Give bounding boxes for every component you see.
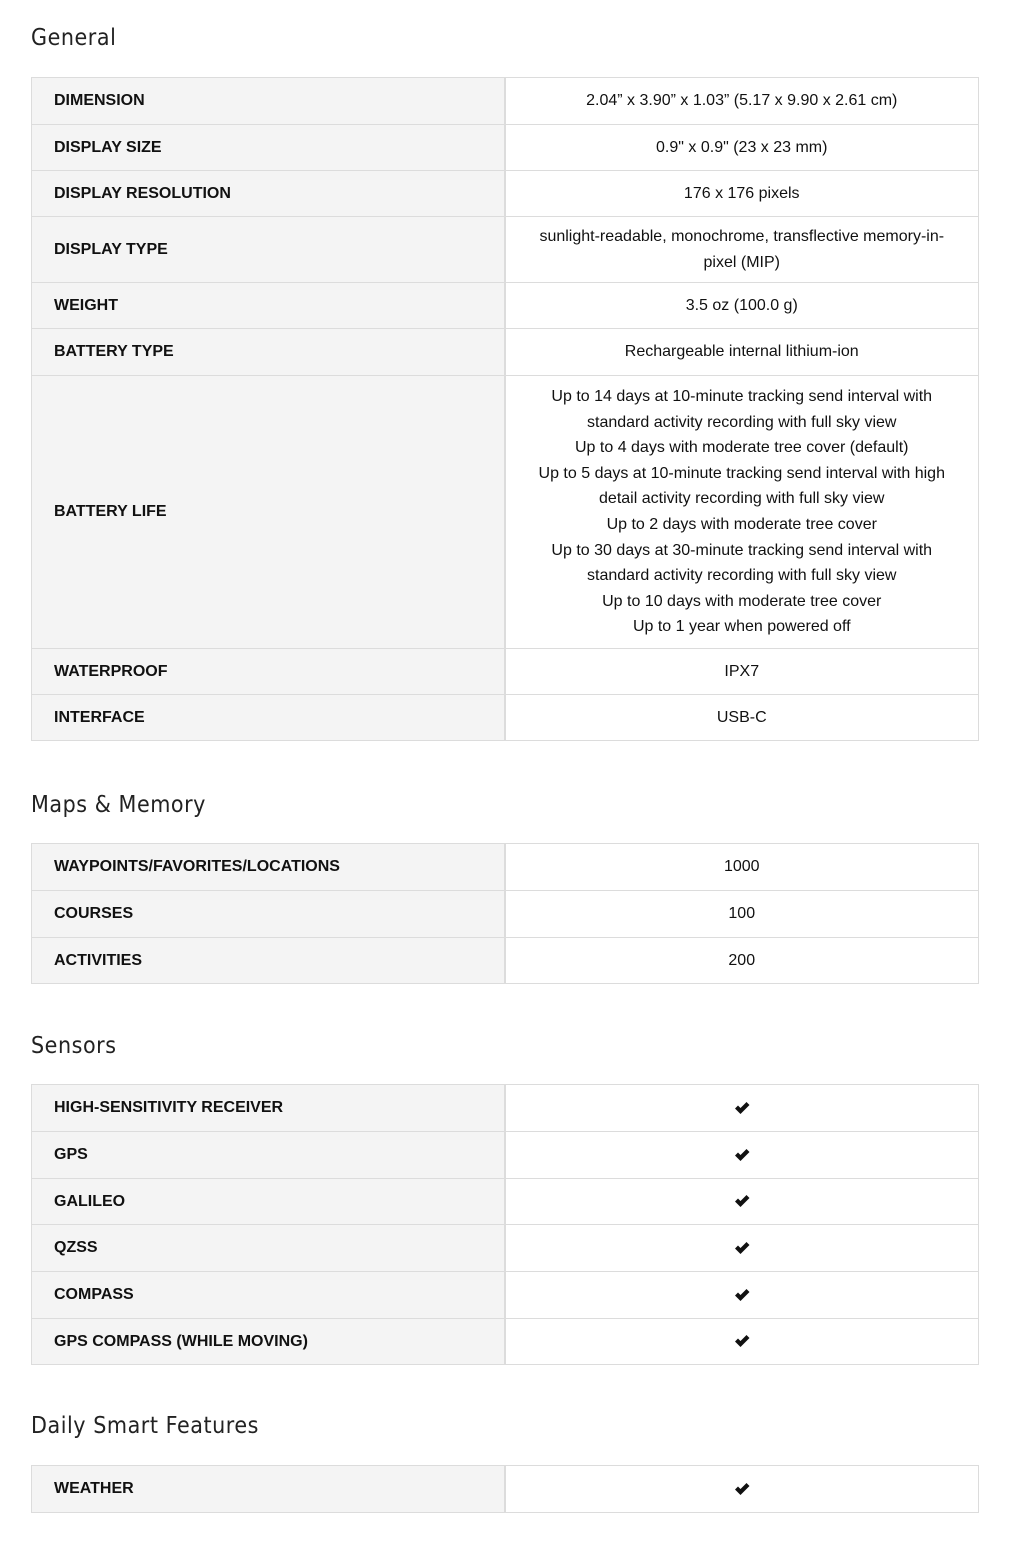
table-row	[32, 171, 979, 217]
spec-value	[505, 376, 979, 649]
spec-value-line: 0.9" x 0.9" (23 x 23 mm)	[656, 138, 828, 156]
spec-value	[505, 217, 979, 283]
spec-label: GPS	[32, 1132, 505, 1179]
spec-label: QZSS	[32, 1225, 505, 1272]
spec-value	[505, 938, 979, 984]
spec-table-general	[31, 77, 979, 741]
table-row	[32, 125, 979, 171]
table-row	[32, 217, 979, 283]
spec-label: WEIGHT	[32, 283, 505, 329]
spec-value-line: Up to 1 year when powered off	[632, 618, 851, 636]
spec-label: HIGH-SENSITIVITY RECEIVER	[32, 1085, 505, 1132]
spec-value	[505, 1085, 979, 1132]
spec-label: DISPLAY SIZE	[32, 125, 505, 171]
spec-value-line: Up to 2 days with moderate tree cover	[606, 516, 877, 533]
spec-value	[505, 283, 979, 329]
table-row	[32, 649, 979, 695]
section-title-daily-smart-features: Daily Smart Features	[31, 1413, 259, 1439]
spec-label: GALILEO	[32, 1179, 505, 1225]
spec-value-line: 176 x 176 pixels	[683, 184, 800, 202]
spec-value	[505, 1132, 979, 1179]
spec-label: BATTERY LIFE	[32, 376, 505, 649]
table-row	[32, 283, 979, 329]
section-title-general: General	[31, 25, 117, 51]
table-row	[32, 376, 979, 649]
section-title-sensors: Sensors	[31, 1033, 117, 1059]
spec-value	[505, 78, 979, 125]
table-row	[32, 1132, 979, 1179]
checkmark-icon	[734, 1101, 750, 1115]
spec-value-line: USB-C	[716, 708, 767, 726]
checkmark-icon	[734, 1148, 750, 1162]
checkmark-icon	[734, 1288, 750, 1302]
spec-value-line: 100	[728, 905, 756, 923]
spec-table-daily-smart-features	[31, 1465, 979, 1513]
spec-value-line: sunlight-readable, monochrome, transflective memory-in-pixel (MIP)	[539, 227, 945, 271]
table-row	[32, 1319, 979, 1365]
spec-value	[505, 125, 979, 171]
checkmark-icon	[734, 1241, 750, 1255]
spec-label: DISPLAY TYPE	[32, 217, 505, 283]
spec-label: INTERFACE	[32, 695, 505, 741]
table-row	[32, 1466, 979, 1513]
table-row	[32, 1085, 979, 1132]
checkmark-icon	[734, 1194, 750, 1208]
spec-value	[505, 1272, 979, 1319]
table-row	[32, 844, 979, 891]
spec-value-line: 3.5 oz (100.0 g)	[685, 296, 798, 314]
table-row	[32, 1225, 979, 1272]
spec-value	[505, 1179, 979, 1225]
spec-label: GPS COMPASS (WHILE MOVING)	[32, 1319, 505, 1365]
spec-table-sensors	[31, 1084, 979, 1365]
spec-value	[505, 891, 979, 938]
spec-value-line: Up to 5 days at 10-minute tracking send interval with high detail activity recording with full sky view	[538, 464, 945, 508]
spec-value-line: Up to 10 days with moderate tree cover	[602, 592, 882, 610]
spec-label: COMPASS	[32, 1272, 505, 1319]
spec-label: ACTIVITIES	[32, 938, 505, 984]
spec-value	[505, 171, 979, 217]
spec-value	[505, 844, 979, 891]
table-row	[32, 695, 979, 741]
table-row	[32, 1179, 979, 1225]
checkmark-icon	[734, 1334, 750, 1348]
spec-label: COURSES	[32, 891, 505, 938]
table-row	[32, 329, 979, 376]
section-title-maps-memory: Maps & Memory	[31, 792, 206, 818]
spec-value	[505, 1319, 979, 1365]
spec-value	[505, 649, 979, 695]
spec-value	[505, 695, 979, 741]
spec-label: BATTERY TYPE	[32, 329, 505, 376]
spec-label: DISPLAY RESOLUTION	[32, 171, 505, 217]
spec-label: WAYPOINTS/FAVORITES/LOCATIONS	[32, 844, 505, 891]
spec-value-line: Rechargeable internal lithium-ion	[624, 343, 859, 361]
spec-value-line: Up to 14 days at 10-minute tracking send interval with standard activity recording with full sky view	[551, 388, 933, 431]
spec-label: DIMENSION	[32, 78, 505, 125]
spec-label: WEATHER	[32, 1466, 505, 1513]
spec-value	[505, 329, 979, 376]
table-row	[32, 938, 979, 984]
spec-value	[505, 1225, 979, 1272]
spec-value-line: Up to 30 days at 30-minute tracking send interval with standard activity recording with full sky view	[551, 541, 933, 585]
spec-value-line: 200	[728, 951, 756, 969]
table-row	[32, 891, 979, 938]
table-row	[32, 78, 979, 125]
spec-value-line: 1000	[723, 858, 760, 876]
spec-value-line: IPX7	[724, 662, 760, 680]
checkmark-icon	[734, 1482, 750, 1496]
spec-value	[505, 1466, 979, 1513]
spec-table-maps-memory	[31, 843, 979, 984]
table-row	[32, 1272, 979, 1319]
spec-label: WATERPROOF	[32, 649, 505, 695]
spec-value-line: Up to 4 days with moderate tree cover (default)	[575, 439, 909, 457]
spec-value-line: 2.04” x 3.90” x 1.03” (5.17 x 9.90 x 2.61 cm)	[586, 92, 898, 110]
